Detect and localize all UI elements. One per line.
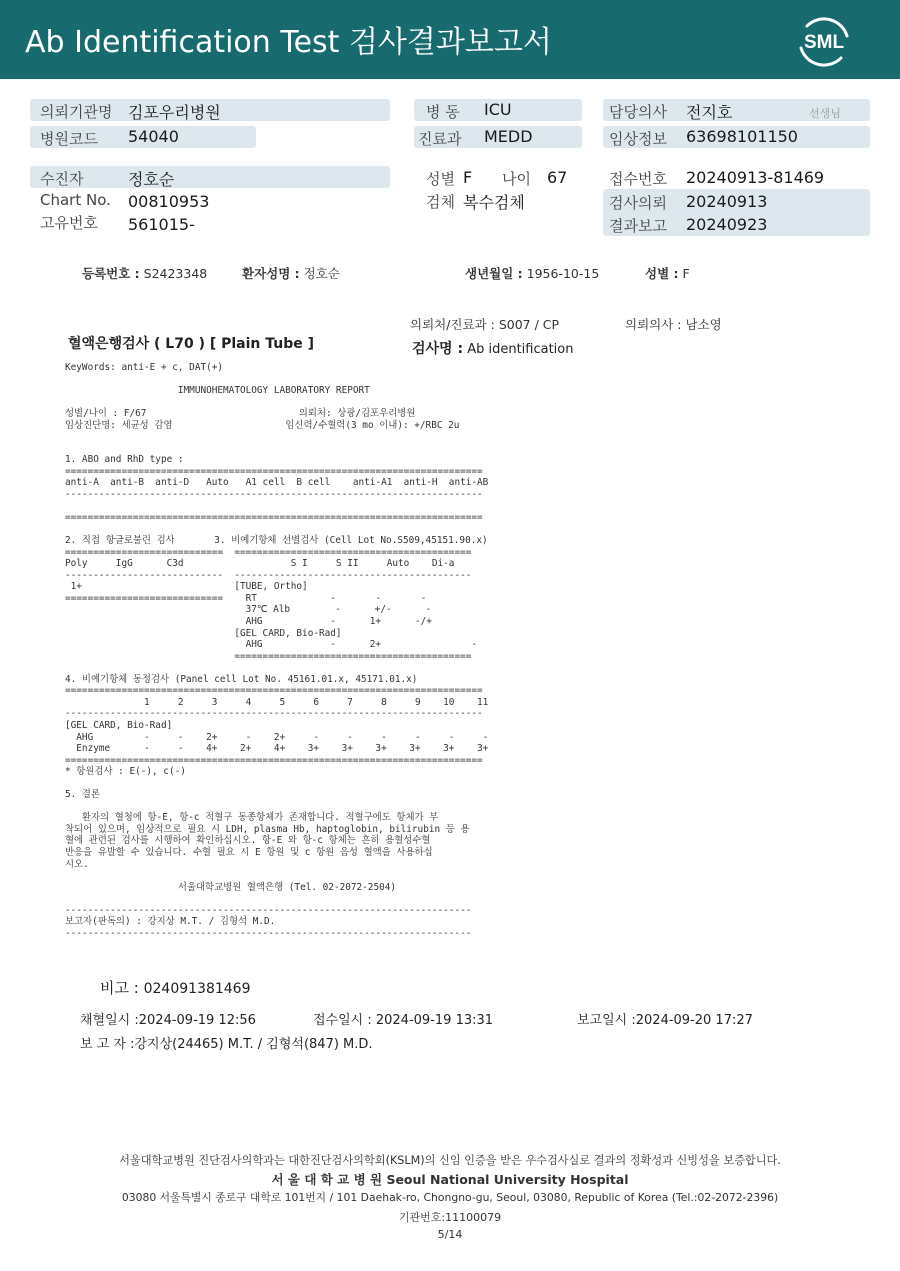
remark-value: 024091381469	[143, 981, 251, 997]
received-field	[313, 1009, 493, 1028]
chart-no-label: Chart No.	[40, 191, 111, 209]
clinical-info-label: 임상정보	[609, 130, 667, 148]
footer-certification: 서울대학교병원 진단검사의학과는 대한진단검사의학회(KSLM)의 신임 인증을 받은 우수검사실로 결과의 정확성과 신빙성을 보증합니다.	[119, 1154, 781, 1167]
patient-name-value: 정호순	[303, 266, 340, 281]
reg-no-field	[82, 264, 207, 282]
department-value: MEDD	[484, 127, 533, 146]
reporter-label: 보 고 자 :	[80, 1037, 135, 1052]
referral-field	[410, 315, 559, 333]
remark-label: 비고 :	[100, 979, 139, 997]
test-name-label: 검사명 :	[412, 341, 464, 357]
footer-institution-no: 기관번호:11100079	[398, 1211, 502, 1224]
req-doctor-label: 의뢰의사 :	[625, 317, 682, 332]
hospital-code-value: 54040	[128, 127, 179, 146]
sex-value: F	[463, 168, 473, 187]
test-request-value: 20240913	[686, 192, 768, 211]
reporter-value: 강지상(24465) M.T. / 김형석(847) M.D.	[134, 1037, 373, 1052]
result-report-value: 20240923	[686, 215, 768, 234]
dob-value: 1956-10-15	[526, 266, 600, 281]
received-label: 접수일시 :	[313, 1013, 372, 1028]
clinical-info-value: 63698101150	[686, 127, 798, 146]
dob-field	[465, 264, 599, 282]
institution-label: 의뢰기관명	[40, 103, 113, 121]
reporter-field	[80, 1033, 373, 1052]
footer-hospital-name: 서 울 대 학 교 병 원 Seoul National University Hospital	[271, 1172, 629, 1187]
footer-address: 03080 서울특별시 종로구 대학로 101번지 / 101 Daehak-ro, Chongno-gu, Seoul, 03080, Republic of Korea (Tel.:02-2072-2396)	[121, 1191, 779, 1204]
sex-summary-value: F	[682, 266, 690, 281]
patient-name-field	[242, 264, 340, 282]
logo-text: SML	[803, 32, 845, 53]
req-doctor-field	[625, 315, 722, 333]
ward-value: ICU	[484, 100, 512, 119]
collected-field	[80, 1009, 256, 1028]
unique-no-label: 고유번호	[40, 214, 98, 232]
receipt-no-value: 20240913-81469	[686, 168, 825, 187]
result-report-label: 결과보고	[609, 217, 667, 235]
reported-field	[577, 1009, 753, 1028]
page-number: 5/14	[437, 1228, 463, 1241]
collected-label: 채혈일시 :	[80, 1013, 139, 1028]
doctor-note: 선생님	[809, 107, 841, 120]
page-title: Ab Identification Test 검사결과보고서	[25, 25, 552, 60]
sml-logo-icon	[793, 12, 855, 70]
header-bar	[0, 0, 900, 79]
institution-value: 김포우리병원	[128, 103, 221, 122]
receipt-no-label: 접수번호	[609, 170, 667, 188]
doctor-label: 담당의사	[609, 103, 667, 121]
patient-label: 수진자	[40, 170, 84, 188]
received-value: 2024-09-19 13:31	[375, 1013, 494, 1028]
report-body: KeyWords: anti-E + c, DAT(+) IMMUNOHEMATOLOGY LABORATORY REPORT 성별/나이 : F/67 의뢰처: 상광/김포우리병원 임상진단명: 세균성 감염 임신력/수혈력(3 mo 이내): +/RBC 2u 1. ABO and RhD type : ========================================================================== anti-A anti-B anti-D Auto A1 cell B cell anti-A1 anti-H anti-AB -------------------------------------------------------------------------- ========================================================================== 2. 직접 항글로불린 검사 3. 비예기항체 선별검사 (Cell Lot No.S509,45151.90.x) ============================ ========================================== Poly IgG C3d S I S II Auto Di-a ---------------------------- ------------------------------------------ 1+ [TUBE, Ortho] ============================ RT - - - 37℃ Alb - +/- - AHG - 1+ -/+ [GEL CARD, Bio-Rad] AHG - 2+ - ========================================== 4. 비예기항체 동정검사 (Panel cell Lot No. 45161.01.x, 45171.01.x) ========================================================================== 1 2 3 4 5 6 7 8 9 10 11 -------------------------------------------------------------------------- [GEL CARD, Bio-Rad] AHG - - 2+ - 2+ - - - - - - Enzyme - - 4+ 2+ 4+ 3+ 3+ 3+ 3+ 3+ 3+ ========================================================================== * 항원검사 : E(-), c(-) 5. 결론 환자의 혈청에 항-E, 항-c 적혈구 동종항체가 존재합니다. 적혈구에도 항체가 부 착되어 있으며, 임상적으로 필요 시 LDH, plasma Hb, haptoglobin, bilirubin 등 용 혈에 관련된 검사를 시행하여 확인하십시오. 항-E 와 항-c 항체는 흔히 용혈성수혈 반응을 유발할 수 있습니다. 수혈 필요 시 E 항원 및 c 항원 음성 혈액을 사용하십 시오. 서울대학교병원 혈액은행 (Tel. 02-2072-2504) ------------------------------------------------------------------------ 보고자(판독의) : 강지상 M.T. / 김형석 M.D. ------------------------------------------------------------------------	[65, 362, 489, 939]
department-label: 진료과	[418, 130, 462, 148]
sex-summary-label: 성별 :	[645, 266, 679, 281]
reg-no-label: 등록번호 :	[82, 266, 140, 281]
remark-field	[100, 977, 250, 998]
reported-value: 2024-09-20 17:27	[635, 1013, 753, 1028]
specimen-value: 복수검체	[463, 193, 525, 212]
sex-label: 성별	[426, 170, 455, 188]
referral-value: S007 / CP	[498, 317, 560, 332]
specimen-label: 검체	[426, 193, 455, 211]
dob-label: 생년월일 :	[465, 266, 523, 281]
ward-label: 병 동	[426, 103, 460, 121]
unique-no-value: 561015-	[128, 215, 195, 234]
pill-patient	[30, 166, 390, 188]
collected-value: 2024-09-19 12:56	[138, 1013, 256, 1028]
age-value: 67	[547, 168, 568, 187]
reported-label: 보고일시 :	[577, 1013, 636, 1028]
reg-no-value: S2423348	[143, 266, 208, 281]
referral-label: 의뢰처/진료과 :	[410, 317, 495, 332]
req-doctor-value: 남소영	[685, 317, 722, 332]
section-title: 혈액은행검사 ( L70 ) [ Plain Tube ]	[68, 336, 315, 352]
test-name-value: Ab identification	[467, 342, 574, 357]
doctor-value: 전지호	[686, 103, 733, 122]
test-request-label: 검사의뢰	[609, 194, 667, 212]
chart-no-value: 00810953	[128, 192, 210, 211]
test-name-field	[412, 338, 573, 358]
age-label: 나이	[502, 170, 531, 188]
sex-field	[645, 264, 690, 282]
hospital-code-label: 병원코드	[40, 130, 98, 148]
patient-value: 정호순	[128, 170, 175, 189]
patient-name-label: 환자성명 :	[242, 266, 300, 281]
